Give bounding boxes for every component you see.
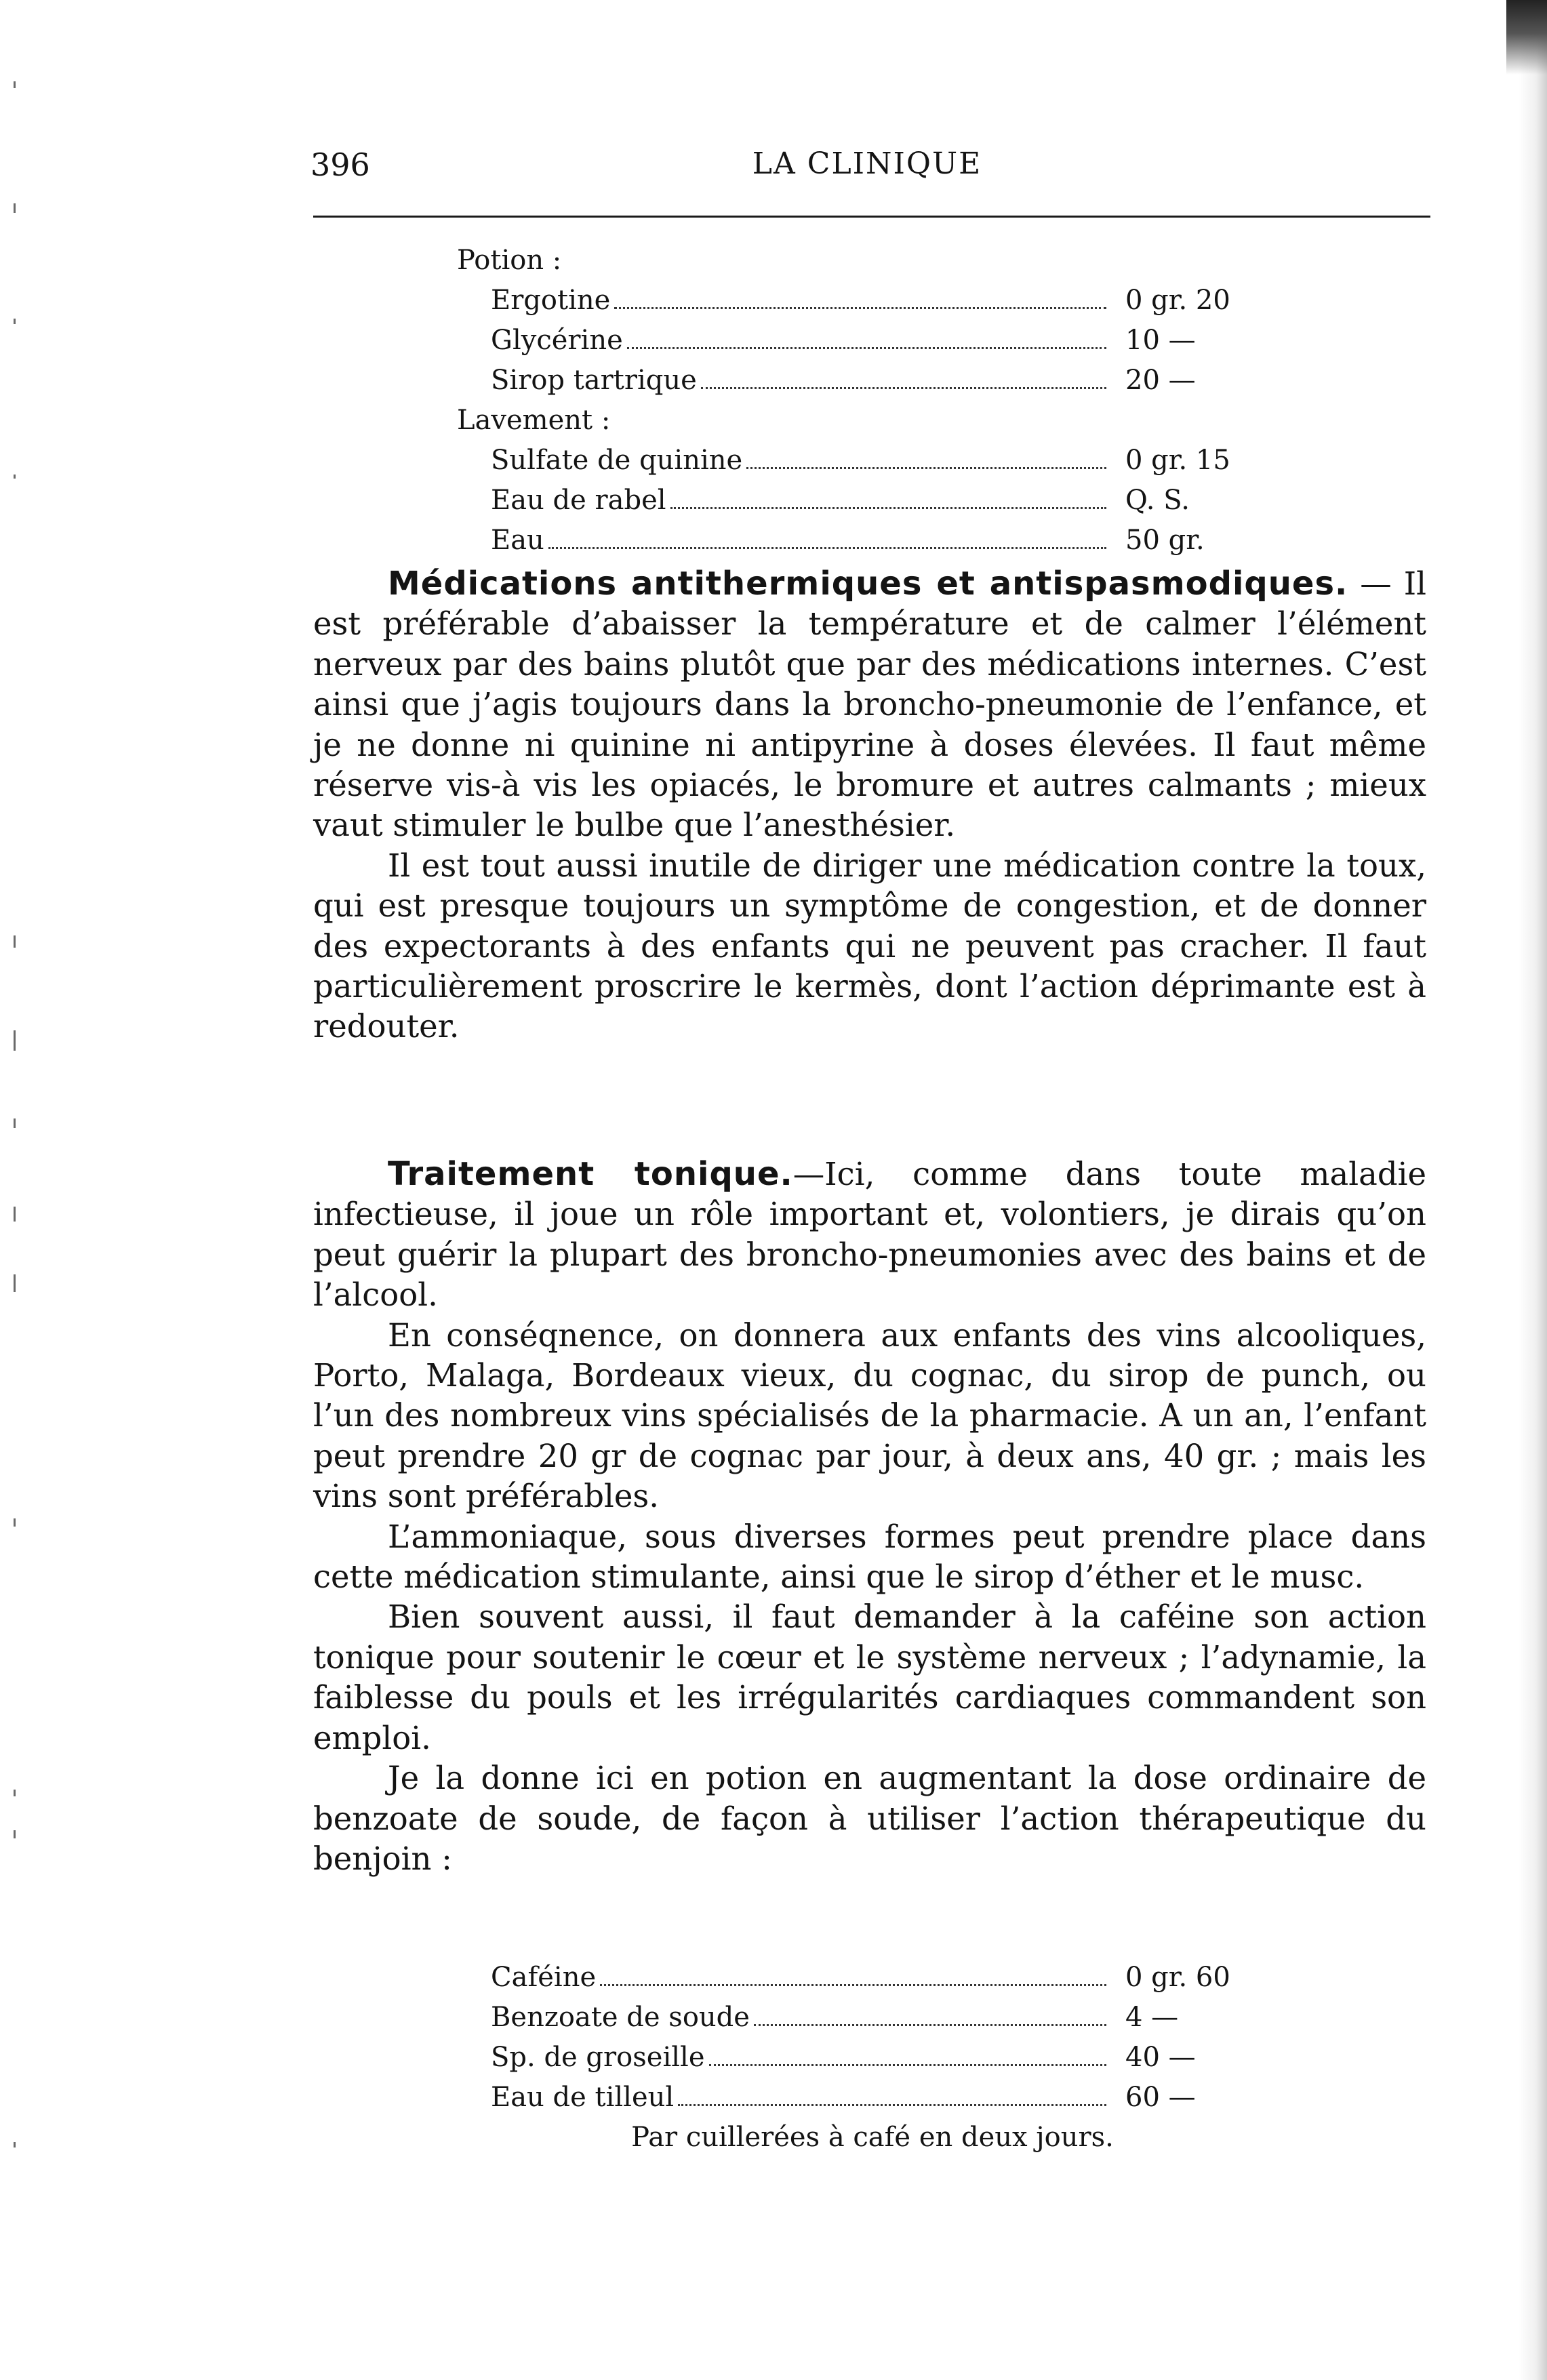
running-title: LA CLINIQUE xyxy=(752,146,982,181)
page-number: 396 xyxy=(310,146,370,183)
paragraph-text: —Ici, comme dans toute maladie infectieuse, il joue un rôle important et, volontiers, je dirais qu’on peut guérir la plupart des broncho-pneumonies avec des bains et de l’alcool. xyxy=(313,1156,1427,1314)
body-text-2 xyxy=(313,1154,1426,1879)
dot-leader xyxy=(670,507,1106,509)
paragraph: Bien souvent aussi, il faut demander à la caféine son action tonique pour soutenir le cœur et le système nerveux ; l’adynamie, la faiblesse du pouls et les irrégularités cardiaques commandent son emploi. xyxy=(313,1598,1426,1756)
prescription-heading: Potion : xyxy=(457,245,562,276)
prescription-line xyxy=(457,521,1254,561)
dot-leader xyxy=(678,2104,1106,2106)
paragraph: L’ammoniaque, sous diverses formes peut prendre place dans cette médication stimulante, ainsi que le sirop d’éther et le musc. xyxy=(313,1518,1426,1596)
ingredient-quantity: 10 — xyxy=(1125,325,1196,356)
ingredient-name: Sulfate de quinine xyxy=(491,445,743,476)
prescription-line xyxy=(491,2038,1254,2078)
prescription-line xyxy=(491,2078,1254,2118)
dot-leader xyxy=(600,1984,1106,1986)
prescription-line xyxy=(491,1958,1254,1998)
ingredient-quantity: 0 gr. 60 xyxy=(1125,1962,1230,1993)
ingredient-name: Sp. de groseille xyxy=(491,2042,705,2073)
ingredient-name: Eau xyxy=(491,525,544,556)
section-title: Médications antithermiques et antispasmodiques. xyxy=(388,565,1348,603)
ingredient-name: Eau de tilleul xyxy=(491,2082,675,2113)
section-title: Traitement tonique. xyxy=(388,1155,793,1193)
ingredient-name: Sirop tartrique xyxy=(491,365,697,396)
paragraph: En conséqnence, on donnera aux enfants des vins alcooliques, Porto, Malaga, Bordeaux vieux, du cognac, du sirop de punch, ou l’un des nombreux vins spécialisés de la pharmacie. A un an, l’enfant peut prendre 20 gr de cognac par jour, à deux ans, 40 gr. ; mais les vins sont préférables. xyxy=(313,1316,1426,1515)
dot-leader xyxy=(614,307,1106,309)
prescription-line xyxy=(457,281,1254,321)
prescription-line xyxy=(457,321,1254,361)
ingredient-quantity: 0 gr. 15 xyxy=(1125,445,1230,476)
body-text-1 xyxy=(313,564,1426,1047)
scan-dark-corner xyxy=(1506,0,1547,75)
ingredient-name: Caféine xyxy=(491,1962,597,1993)
paragraph: Je la donne ici en potion en augmentant la dose ordinaire de benzoate de soude, de façon à utiliser l’action thérapeutique du benjoin : xyxy=(313,1760,1426,1877)
paragraph: Il est tout aussi inutile de diriger une médication contre la toux, qui est presque toujours un symptôme de congestion, et de donner des expectorants à des enfants qui ne peuvent pas cracher. Il faut particulièrement proscrire le kermès, dont l’action déprimante est à redouter. xyxy=(313,847,1426,1045)
prescription-block-1 xyxy=(457,241,1254,561)
dot-leader xyxy=(701,387,1106,389)
prescription-line xyxy=(457,361,1254,401)
prescription-line xyxy=(457,441,1254,481)
paragraph xyxy=(313,564,1426,846)
dot-leader xyxy=(548,547,1106,549)
prescription-line xyxy=(457,481,1254,521)
paragraph xyxy=(313,1154,1426,1316)
ingredient-name: Glycérine xyxy=(491,325,623,356)
paragraph-text: — Il est préférable d’abaisser la température et de calmer l’élément nerveux par des bains plutôt que par des médications internes. C’est ainsi que j’agis toujours dans la broncho-pneumonie de l’enfance, et je ne donne ni quinine ni antipyrine à doses élevées. Il faut même réserve vis-à vis les opiacés, le bromure et autres calmants ; mieux vaut stimuler le bulbe que l’anesthésier. xyxy=(313,565,1426,844)
ingredient-quantity: 40 — xyxy=(1125,2042,1196,2073)
dot-leader xyxy=(746,467,1106,469)
scan-page-edge xyxy=(1519,0,1547,2380)
ingredient-quantity: 50 gr. xyxy=(1125,525,1205,556)
ingredient-quantity: 0 gr. 20 xyxy=(1125,285,1230,316)
prescription-heading: Lavement : xyxy=(457,405,611,436)
prescription-block-2 xyxy=(491,1958,1254,2158)
ingredient-quantity: 60 — xyxy=(1125,2082,1196,2113)
ingredient-name: Benzoate de soude xyxy=(491,2002,750,2033)
prescription-line xyxy=(491,1998,1254,2038)
ingredient-quantity: Q. S. xyxy=(1125,485,1190,516)
ingredient-name: Ergotine xyxy=(491,285,611,316)
gutter-marks xyxy=(7,0,27,2380)
ingredient-quantity: 4 — xyxy=(1125,2002,1179,2033)
dot-leader xyxy=(709,2064,1107,2066)
ingredient-name: Eau de rabel xyxy=(491,485,666,516)
ingredient-quantity: 20 — xyxy=(1125,365,1196,396)
page-header xyxy=(306,146,1428,187)
header-rule xyxy=(313,216,1430,218)
dosage-note: Par cuillerées à café en deux jours. xyxy=(631,2122,1114,2153)
dot-leader xyxy=(754,2024,1106,2026)
dot-leader xyxy=(627,347,1106,349)
